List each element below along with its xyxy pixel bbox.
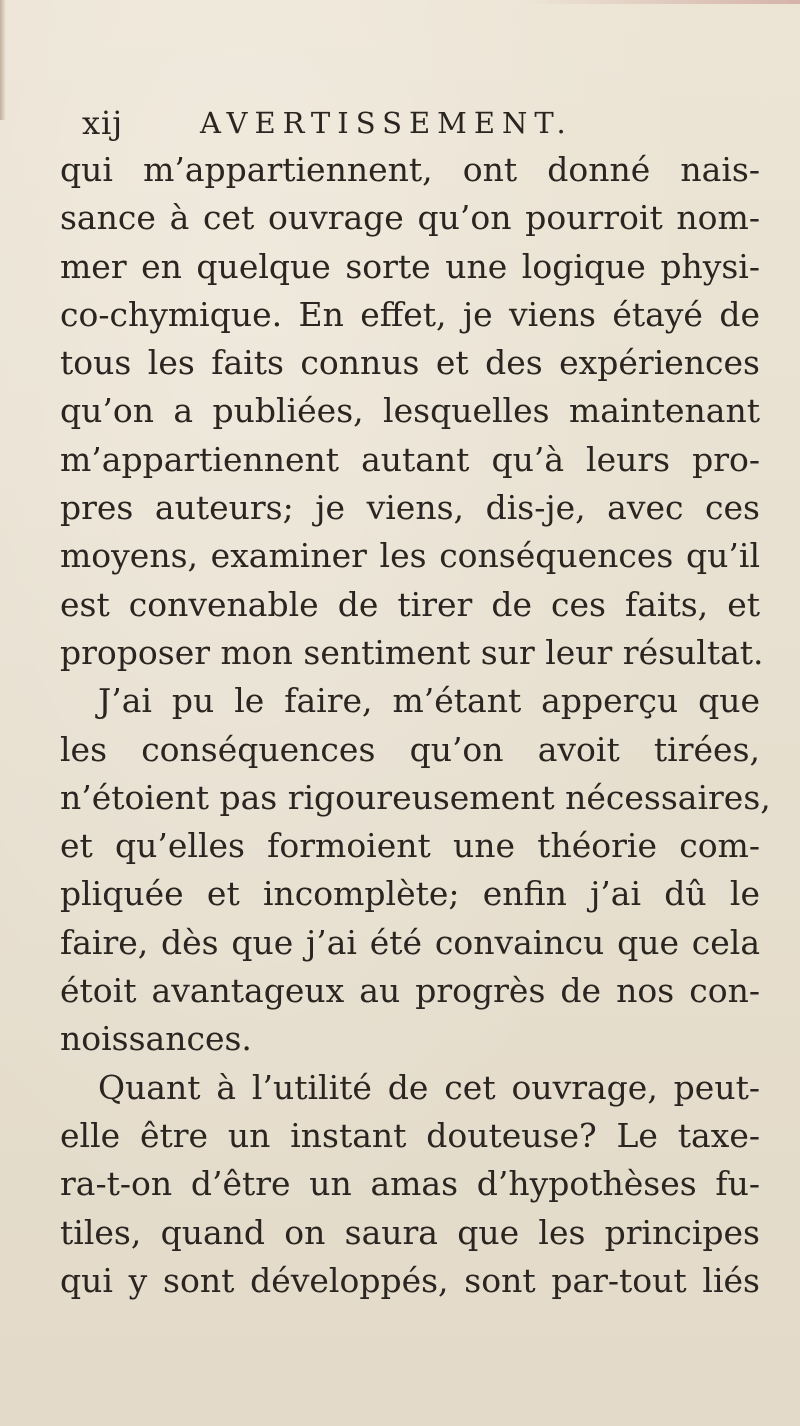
text-line: tiles, quand on saura que les principes: [60, 1212, 760, 1252]
text-line: étoit avantageux au progrès de nos con-: [60, 971, 760, 1011]
text-line: elle être un instant douteuse? Le taxe-: [60, 1115, 760, 1155]
text-line: qu’on a publiées, lesquelles maintenant: [60, 391, 760, 431]
text-line: moyens, examiner les conséquences qu’il: [60, 536, 760, 576]
text-line: faire, dès que j’ai été convaincu que cela: [60, 922, 760, 962]
text-line: m’appartiennent autant qu’à leurs pro-: [60, 439, 760, 479]
text-line: tous les faits connus et des expériences: [60, 343, 760, 383]
text-line: et qu’elles formoient une théorie com-: [60, 826, 760, 866]
page-edge-shadow: [0, 0, 6, 120]
text-line: J’ai pu le faire, m’étant apperçu que: [98, 681, 760, 721]
text-line: mer en quelque sorte une logique physi-: [60, 246, 760, 286]
page-number: xij: [82, 104, 124, 142]
running-head: AVERTISSEMENT.: [200, 106, 573, 140]
text-line: proposer mon sentiment sur leur résultat.: [60, 632, 764, 672]
text-line: qui y sont développés, sont par-tout liés: [60, 1260, 760, 1300]
text-line: pres auteurs; je viens, dis-je, avec ces: [60, 488, 760, 528]
text-line: qui m’appartiennent, ont donné nais-: [60, 150, 760, 189]
text-line: ra-t-on d’être un amas d’hypothèses fu-: [60, 1164, 760, 1204]
text-line: sance à cet ouvrage qu’on pourroit nom-: [60, 198, 760, 238]
text-line: n’étoient pas rigoureusement nécessaires,: [60, 777, 771, 817]
text-line: est convenable de tirer de ces faits, et: [60, 584, 760, 624]
text-line: co-chymique. En effet, je viens étayé de: [60, 294, 760, 334]
text-line: Quant à l’utilité de cet ouvrage, peut-: [98, 1067, 760, 1107]
text-line: pliquée et incomplète; enfin j’ai dû le: [60, 874, 760, 914]
body-text: [60, 146, 771, 1305]
text-line: les conséquences qu’on avoit tirées,: [60, 729, 760, 769]
page-header: [82, 104, 742, 144]
page-edge-tint: [520, 0, 800, 4]
text-line: noissances.: [60, 1019, 252, 1059]
